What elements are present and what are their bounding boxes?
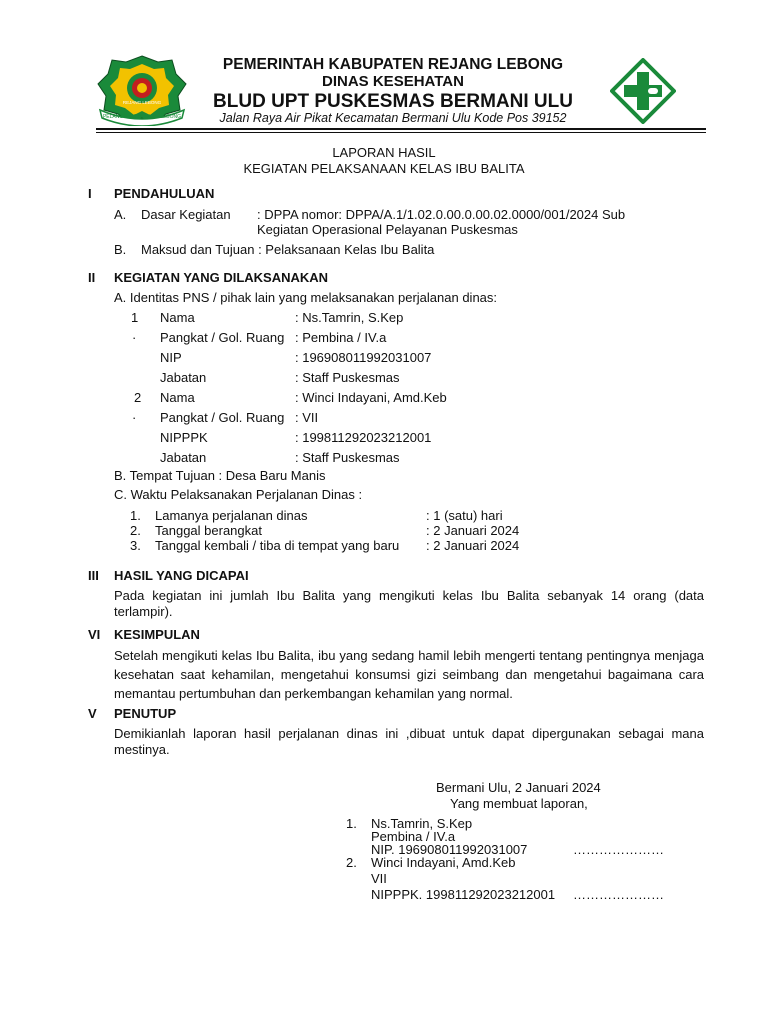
waktu-2-number: 2.: [130, 523, 141, 538]
waktu-1-value: : 1 (satu) hari: [426, 508, 503, 523]
s2-c-text: C. Waktu Pelaksanakan Perjalanan Dinas :: [114, 487, 363, 502]
s1-a-value-line1: : DPPA nomor: DPPA/A.1/1.02.0.00.0.00.02.0000/001/2024 Sub: [257, 207, 626, 222]
kop-government: PEMERINTAH KABUPATEN REJANG LEBONG: [222, 56, 564, 73]
s1-a-label: A.: [114, 207, 127, 222]
section-3-number: III: [88, 568, 99, 583]
letterhead-rule-thin: [96, 132, 706, 133]
signer-2-signature-line: …………………: [573, 887, 664, 902]
person-2-rank-key: Pangkat / Gol. Ruang: [160, 410, 285, 425]
section-4-heading: KESIMPULAN: [114, 627, 200, 642]
section-4-text: Setelah mengikuti kelas Ibu Balita, ibu yang sedang hamil lebih mengerti tentang pentingnya menjaga kesehatan saat kehamilan, mengetahui konsumsi gizi seimbang dan mengetahui bagaimana cara memantau pertumbuhan dan perkembangan kehamilan yang normal.: [114, 648, 704, 701]
person-1-id-value: : 196908011992031007: [295, 350, 432, 365]
section-3-text: Pada kegiatan ini jumlah Ibu Balita yang mengikuti kelas Ibu Balita sebanyak 14 orang (data terlampir).: [114, 588, 704, 619]
kop-address: Jalan Raya Air Pikat Kecamatan Bermani Ulu Kode Pos 39152: [219, 111, 567, 125]
kop-institution: BLUD UPT PUSKESMAS BERMANI ULU: [213, 91, 573, 112]
s2-b-text: B. Tempat Tujuan : Desa Baru Manis: [114, 468, 326, 483]
waktu-3-key: Tanggal kembali / tiba di tempat yang baru: [155, 538, 400, 553]
signer-1-id: NIP. 196908011992031007: [371, 842, 528, 857]
person-2-name-key: Nama: [160, 390, 195, 405]
person-1-name-value: : Ns.Tamrin, S.Kep: [295, 310, 404, 325]
person-2-position-key: Jabatan: [160, 450, 207, 465]
person-2-id-value: : 199811292023212001: [295, 430, 432, 445]
section-5-text: Demikianlah laporan hasil perjalanan dinas ini ,dibuat untuk dapat dipergunakan sebagai mana mestinya.: [114, 726, 704, 757]
person-2-dot: ·: [132, 410, 137, 425]
person-2-name-value: : Winci Indayani, Amd.Keb: [295, 390, 447, 405]
person-2-position-value: : Staff Puskesmas: [295, 450, 400, 465]
rejang-lebong-logo: [96, 54, 188, 126]
letterhead-rule: [96, 128, 706, 130]
sign-place-date: Bermani Ulu, 2 Januari 2024: [436, 780, 601, 795]
person-1-name-key: Nama: [160, 310, 195, 325]
signer-1-number: 1.: [346, 816, 357, 831]
section-1-number: I: [88, 186, 92, 201]
logo-banner-text: PELANGGAI SEKUNDEI LEBONG: [102, 114, 182, 120]
report-subtitle: KEGIATAN PELAKSANAAN KELAS IBU BALITA: [243, 161, 525, 176]
waktu-1-key: Lamanya perjalanan dinas: [155, 508, 308, 523]
kop-department: DINAS KESEHATAN: [322, 73, 464, 90]
logo-region-text: REJANG LEBONG: [122, 100, 162, 105]
person-2-number: 2: [134, 390, 142, 405]
section-4-number: VI: [88, 627, 101, 642]
signer-2-number: 2.: [346, 855, 357, 870]
person-1-rank-key: Pangkat / Gol. Ruang: [160, 330, 285, 345]
person-1-id-key: NIP: [160, 350, 182, 365]
section-5-heading: PENUTUP: [114, 706, 177, 721]
person-2-rank-value: : VII: [295, 410, 319, 425]
report-title: LAPORAN HASIL: [332, 145, 436, 160]
section-2-number: II: [88, 270, 96, 285]
person-1-position-key: Jabatan: [160, 370, 207, 385]
signer-1-rank: Pembina / IV.a: [371, 829, 456, 844]
waktu-1-number: 1.: [130, 508, 141, 523]
signer-2-rank: VII: [371, 871, 387, 886]
person-1-number: 1: [131, 310, 139, 325]
signer-1-signature-line: …………………: [573, 842, 664, 857]
s1-b-label: B.: [114, 242, 127, 257]
person-1-dot: ·: [132, 330, 137, 345]
s1-b-text: Maksud dan Tujuan : Pelaksanaan Kelas Ibu Balita: [141, 242, 435, 257]
puskesmas-logo: [610, 58, 676, 124]
section-5-number: V: [88, 706, 97, 721]
section-3-heading: HASIL YANG DICAPAI: [114, 568, 249, 583]
s1-a-key: Dasar Kegiatan: [141, 207, 231, 222]
signer-1-name: Ns.Tamrin, S.Kep: [371, 816, 473, 831]
sign-maker: Yang membuat laporan,: [450, 796, 588, 811]
person-1-rank-value: : Pembina / IV.a: [295, 330, 387, 345]
s1-a-value-line2: Kegiatan Operasional Pelayanan Puskesmas: [257, 222, 518, 237]
person-2-id-key: NIPPPK: [160, 430, 208, 445]
waktu-3-number: 3.: [130, 538, 141, 553]
s2-a-text: A. Identitas PNS / pihak lain yang melaksanakan perjalanan dinas:: [114, 290, 498, 305]
section-1-heading: PENDAHULUAN: [114, 186, 215, 201]
section-2-heading: KEGIATAN YANG DILAKSANAKAN: [114, 270, 329, 285]
signer-2-name: Winci Indayani, Amd.Keb: [371, 855, 516, 870]
person-1-position-value: : Staff Puskesmas: [295, 370, 400, 385]
waktu-2-value: : 2 Januari 2024: [426, 523, 520, 538]
signer-2-id: NIPPPK. 199811292023212001: [371, 887, 556, 902]
waktu-2-key: Tanggal berangkat: [155, 523, 262, 538]
waktu-3-value: : 2 Januari 2024: [426, 538, 520, 553]
